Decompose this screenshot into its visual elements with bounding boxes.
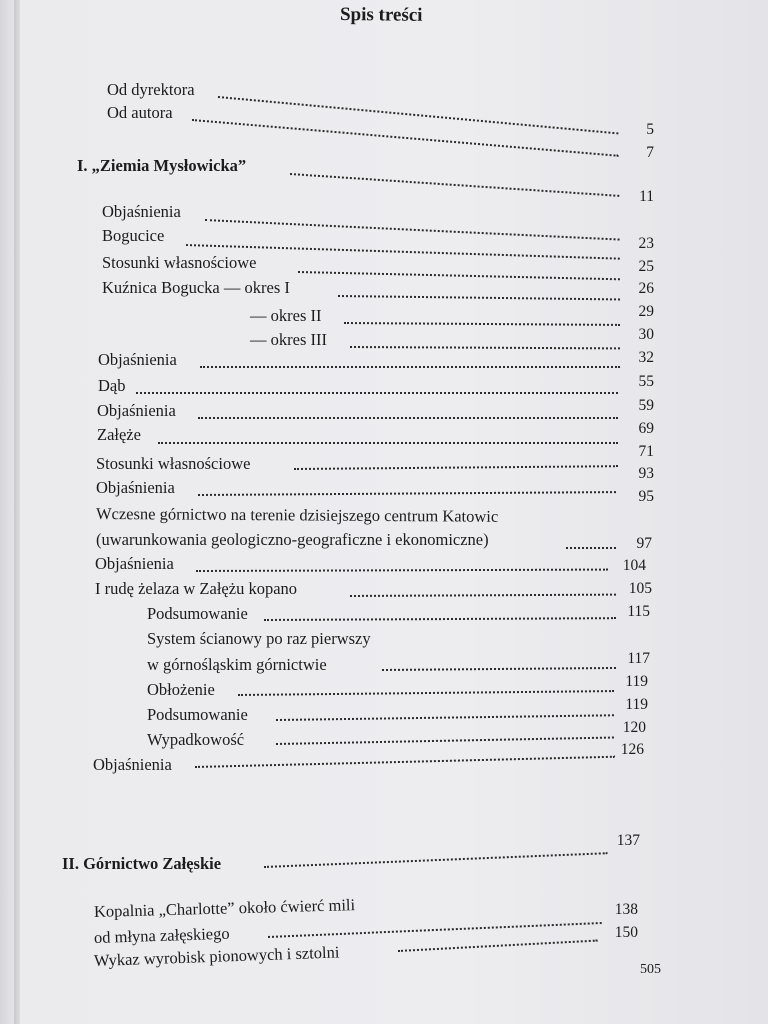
toc-entry-text: Wczesne górnictwo na terenie dzisiejszego centrum Katowic <box>95 504 499 526</box>
toc-entry-text: Podsumowanie <box>147 705 248 724</box>
toc-entry-text: Kuźnica Bogucka — okres I <box>102 278 290 297</box>
toc-page-number: 25 <box>638 258 654 275</box>
toc-leader-dots <box>398 940 598 952</box>
toc-entry-text: Objaśnienia <box>96 478 175 497</box>
toc-page-number: 120 <box>622 719 646 736</box>
toc-page-number: 97 <box>636 535 652 552</box>
toc-page-number: 117 <box>627 650 650 667</box>
toc-page-number: 104 <box>622 557 646 574</box>
toc-leader-dots <box>290 173 619 197</box>
toc-leader-dots <box>264 617 616 621</box>
toc-entry-text: Objaśnienia <box>95 554 174 573</box>
toc-page-number: 23 <box>638 235 654 252</box>
toc-page-number: 95 <box>638 488 654 505</box>
toc-entry-text: Objaśnienia <box>98 350 177 369</box>
toc-leader-dots <box>198 417 618 419</box>
toc-leader-dots <box>195 756 615 768</box>
toc-leader-dots <box>294 465 618 470</box>
page-number: 505 <box>640 962 661 977</box>
toc-leader-dots <box>350 594 616 597</box>
toc-entry-text: w górnośląskim górnictwie <box>147 655 327 674</box>
toc-entry-text: Objaśnienia <box>102 202 181 221</box>
toc-page-number: 11 <box>639 188 654 205</box>
toc-page-number: 29 <box>638 303 654 320</box>
toc-entry-text: Podsumowanie <box>147 604 248 623</box>
toc-page-number: 55 <box>638 373 654 390</box>
toc-entry-text: Objaśnienia <box>97 401 176 420</box>
toc-page-number: 71 <box>638 443 654 460</box>
toc-page-number: 32 <box>638 349 654 366</box>
toc-entry-text: Stosunki własnościowe <box>102 253 257 272</box>
toc-leader-dots <box>238 690 614 696</box>
toc-entry-text: Objaśnienia <box>93 755 172 774</box>
toc-entry-text: — okres III <box>250 330 327 349</box>
toc-page-number: 138 <box>614 901 638 918</box>
toc-leader-dots <box>298 271 620 280</box>
toc-leader-dots <box>205 219 620 241</box>
toc-entry-text: Załęże <box>97 425 141 444</box>
toc-leader-dots <box>136 392 618 394</box>
toc-leader-dots <box>268 922 602 938</box>
toc-page-number: 150 <box>614 924 638 941</box>
toc-leader-dots <box>200 366 620 368</box>
toc-page-number: 93 <box>638 465 654 482</box>
toc-entry-text: Wykaz wyrobisk pionowych i sztolni <box>93 942 340 970</box>
toc-page-number: 119 <box>625 673 648 690</box>
toc-chapter-title: I. „Ziemia Mysłowicka” <box>77 156 247 175</box>
toc-leader-dots <box>276 714 614 721</box>
toc-page-number: 115 <box>627 603 650 620</box>
page-gutter-shadow <box>14 0 20 1024</box>
toc-leader-dots <box>344 322 620 326</box>
toc-entry-text: Obłożenie <box>147 680 215 699</box>
toc-entry-text: Od autora <box>107 103 173 122</box>
toc-page-number: 105 <box>628 580 652 597</box>
toc-page-number: 69 <box>638 420 654 437</box>
toc-leader-dots <box>350 346 620 349</box>
toc-page-number: 59 <box>638 397 654 414</box>
toc-page-number: 7 <box>646 144 654 161</box>
toc-page-number: 119 <box>625 696 648 713</box>
toc-leader-dots <box>196 569 608 572</box>
toc-page-number: 5 <box>646 121 654 138</box>
toc-entry-text: Od dyrektora <box>107 80 195 99</box>
toc-chapter-title: II. Górnictwo Załęskie <box>62 854 222 873</box>
toc-entry-text: — okres II <box>250 306 322 325</box>
toc-leader-dots <box>276 737 614 745</box>
toc-leader-dots <box>158 442 618 444</box>
toc-heading: Spis treści <box>339 4 423 26</box>
toc-page-number: 30 <box>638 326 654 343</box>
toc-entry-text: od młyna załęskiego <box>93 923 230 947</box>
toc-entry-text: Kopalnia „Charlotte” około ćwierć mili <box>93 895 356 921</box>
toc-entry-text: I rudę żelaza w Załężu kopano <box>95 579 298 598</box>
toc-entry-text: System ścianowy po raz pierwszy <box>147 629 371 648</box>
toc-entry-text: (uwarunkowania geologiczno-geograficzne i ekonomiczne) <box>96 530 489 549</box>
toc-entry-text: Stosunki własnościowe <box>96 454 251 473</box>
toc-page-number: 137 <box>616 832 640 849</box>
toc-leader-dots <box>264 852 608 868</box>
toc-entry-text: Bogucice <box>102 226 165 245</box>
toc-leader-dots <box>198 491 616 496</box>
toc-leader-dots <box>192 119 619 157</box>
toc-leader-dots <box>382 667 616 671</box>
toc-leader-dots <box>218 96 619 134</box>
toc-leader-dots <box>338 295 620 300</box>
toc-page-number: 126 <box>620 741 644 758</box>
toc-entry-text: Wypadkowość <box>147 730 245 749</box>
toc-entry-text: Dąb <box>98 376 126 395</box>
toc-page-number: 26 <box>638 280 654 297</box>
